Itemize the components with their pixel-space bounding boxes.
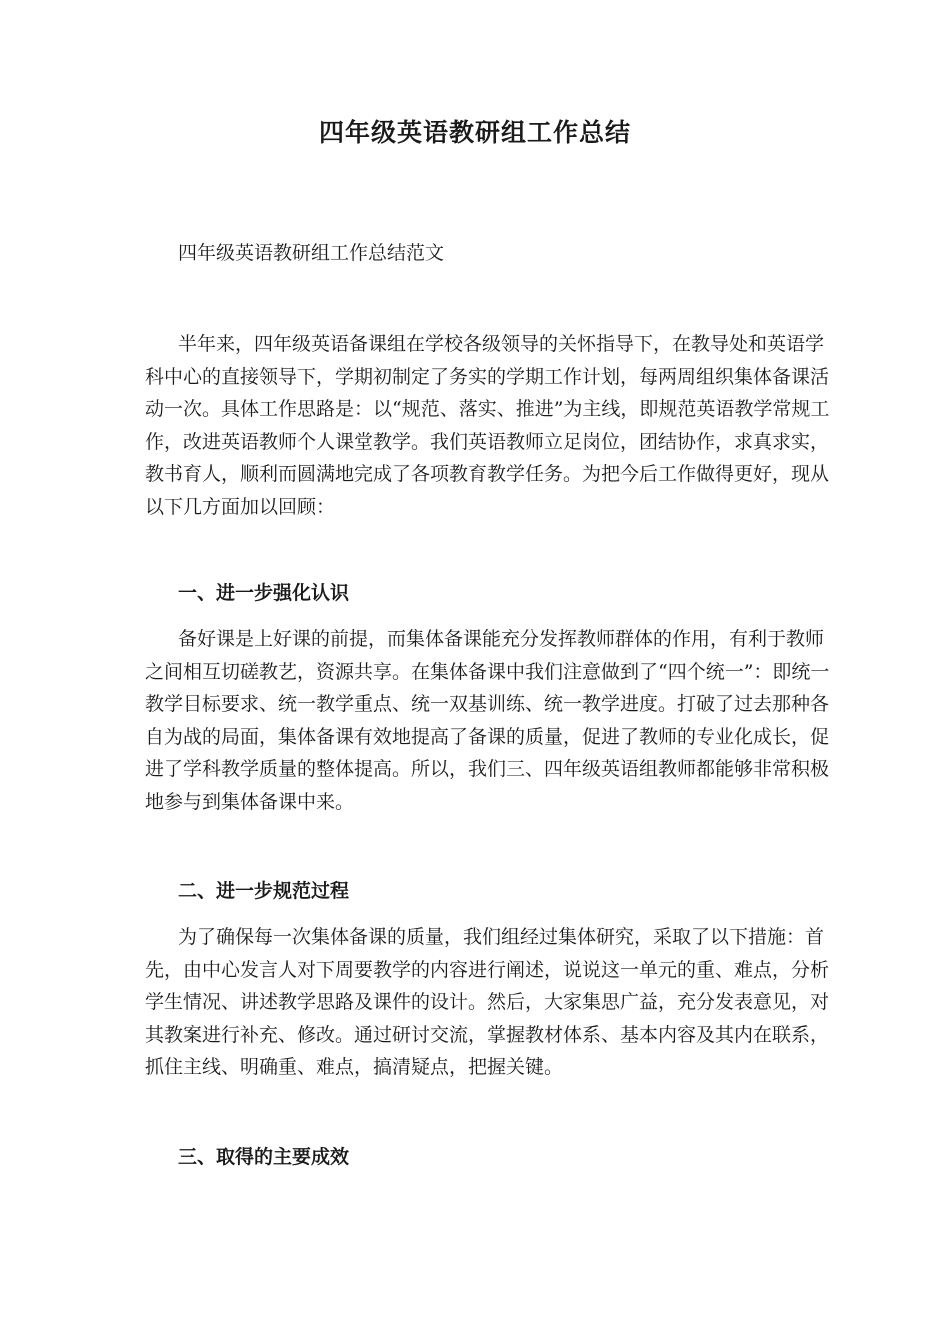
section-body-1: 备好课是上好课的前提，而集体备课能充分发挥教师群体的作用，有利于教师之间相互切磋教艺，资源共享。在集体备课中我们注意做到了“四个统一”：即统一教学目标要求、统一教学重点、统一双基训练、统一教学进度。打破了过去那种各自为战的局面，集体备课有效地提高了备课的质量，促进了教师的专业化成长，促进了学科教学质量的整体提高。所以，我们三、四年级英语组教师都能够非常积极地参与到集体备课中来。 <box>145 628 830 813</box>
document-title: 四年级英语教研组工作总结 <box>318 118 631 147</box>
section-heading-3: 三、取得的主要成效 <box>178 1146 350 1168</box>
section-body-2: 为了确保每一次集体备课的质量，我们组经过集体研究，采取了以下措施：首先，由中心发言人对下周要教学的内容进行阐述，说说这一单元的重、难点，分析学生情况、讲述教学思路及课件的设计。然后，大家集思广益，充分发表意见，对其教案进行补充、修改。通过研讨交流，掌握教材体系、基本内容及其内在联系，抓住主线、明确重、难点，搞清疑点，把握关键。 <box>145 926 830 1078</box>
section-heading-2: 二、进一步规范过程 <box>178 880 350 902</box>
section-heading-1: 一、进一步强化认识 <box>178 582 350 604</box>
intro-paragraph: 半年来，四年级英语备课组在学校各级领导的关怀指导下，在教导处和英语学科中心的直接领导下，学期初制定了务实的学期工作计划，每两周组织集体备课活动一次。具体工作思路是：以“规范、落实、推进”为主线，即规范英语教学常规工作，改进英语教师个人课堂教学。我们英语教师立足岗位，团结协作，求真求实，教书育人，顺利而圆满地完成了各项教育教学任务。为把今后工作做得更好，现从以下几方面加以回顾： <box>145 333 830 518</box>
document-subtitle: 四年级英语教研组工作总结范文 <box>178 242 445 264</box>
